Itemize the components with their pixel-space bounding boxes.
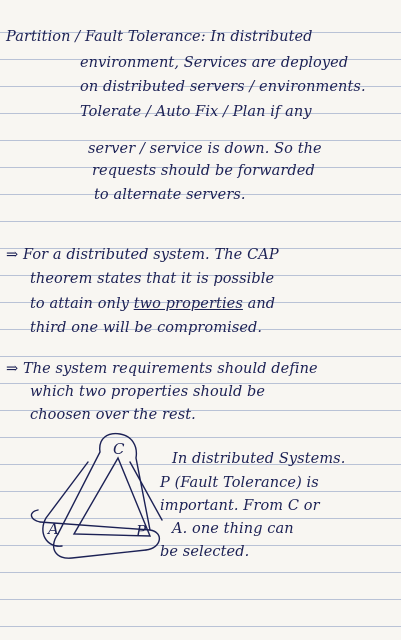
diagram-label-a: A: [48, 520, 59, 538]
note-line: server / service is down. So the: [88, 141, 322, 157]
note-line: ⇒ For a distributed system. The CAP: [6, 247, 279, 263]
note-text: and: [242, 296, 276, 312]
diagram-label-c: C: [113, 440, 125, 458]
diagram-loop-a: [54, 534, 146, 558]
note-line: ⇒ The system requirements should define: [6, 361, 318, 377]
note-line: Tolerate / Auto Fix / Plan if any: [80, 104, 312, 120]
note-line: P (Fault Tolerance) is: [160, 475, 319, 491]
note-line: In distributed Systems.: [172, 451, 346, 467]
note-line: to alternate servers.: [94, 187, 246, 203]
note-line: third one will be compromised.: [30, 320, 263, 336]
note-line: be selected.: [160, 544, 250, 560]
note-line: on distributed servers / environments.: [80, 79, 366, 95]
note-text: to attain only: [30, 296, 134, 312]
note-line: important. From C or: [160, 498, 320, 514]
note-line: requests should be forwarded: [92, 163, 315, 179]
note-line: choosen over the rest.: [30, 407, 196, 423]
note-line: which two properties should be: [30, 384, 266, 400]
note-line: A. one thing can: [172, 521, 294, 537]
underlined-text: two properties: [133, 296, 243, 312]
note-line: Partition / Fault Tolerance: In distributed: [6, 29, 313, 45]
note-line: environment, Services are deployed: [80, 55, 349, 71]
diagram-label-p: P: [136, 522, 147, 540]
note-line: theorem states that it is possible: [30, 271, 275, 287]
